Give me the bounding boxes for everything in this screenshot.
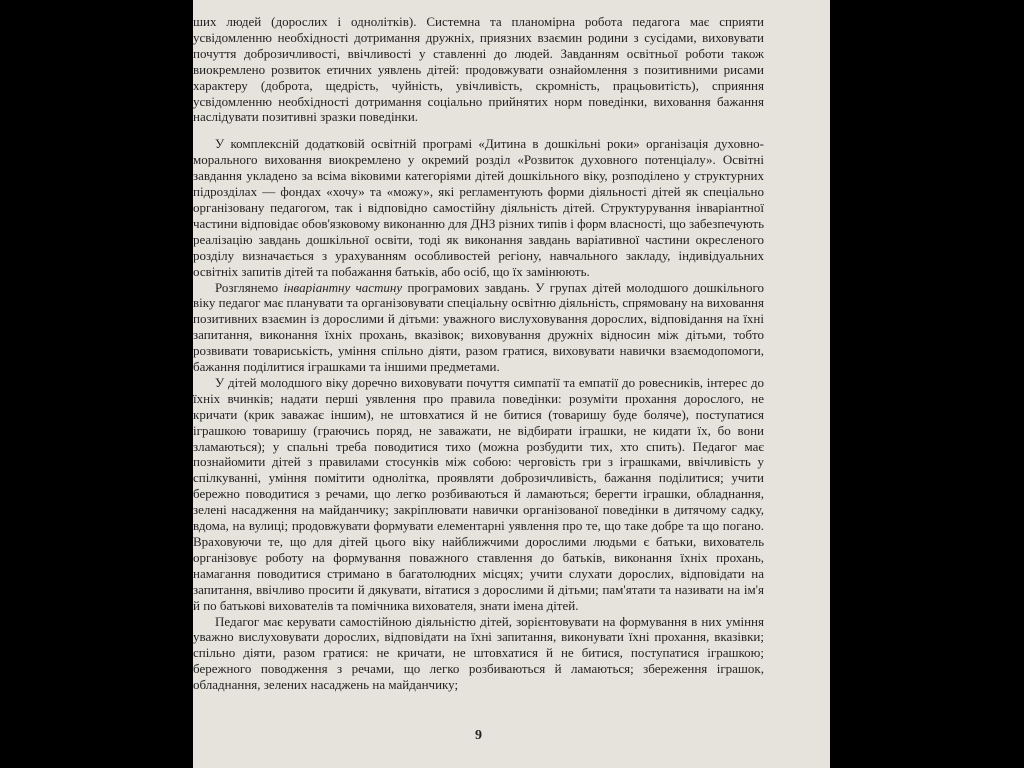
paragraph-5: Педагог має керувати самостійною діяльністю дітей, зорієнтовувати на формування в них уміння уважно вислуховувати дорослих, відповідати на їхні запитання, виконувати їхні прохання, вказівки; спільно діяти, разом гратися: не кричати, не штовхатися й не битися, поступатися іграшкою; бережного поводження з речами, що легко розбиваються й ламаються; збереження іграшок, обладнання, зелених насаджень на майданчику; bbox=[193, 613, 764, 693]
paragraph-3 bbox=[193, 280, 764, 375]
document-page bbox=[193, 0, 830, 768]
paragraph-2: У комплексній додатковій освітній програмі «Дитина в дошкільні роки» організація духовно-морального виховання виокремлено у окремий розділ «Розвиток духовного потенціалу». Освітні завдання укладено за всіма віковими категоріями дітей дошкільного віку, розподілено у структурних підрозділах — фондах «хочу» та «можу», які регламентують форми діяльності дітей як спеціально організовану педагогом, так і відповідно самостійну діяльність дітей. Структурування інваріантної частини відповідає обов'язковому виконанню для ДНЗ різних типів і форм власності, що забезпечують реалізацію завдань дошкільної освіти, тоді як виконання завдань варіативної частини окресленого розділу визначається з урахуванням особливостей регіону, навчального закладу, індивідуальних освітніх запитів дітей та побажання батьків, або осіб, що їх замінюють. bbox=[193, 136, 764, 279]
page-number: 9 bbox=[475, 728, 482, 743]
page-text bbox=[193, 14, 764, 693]
paragraph-gap bbox=[193, 125, 764, 136]
paragraph-4: У дітей молодшого віку доречно виховувати почуття симпатії та емпатії до ровесників, інтерес до їхніх вчинків; надати перші уявлення про правила поведінки: розуміти прохання дорослого, не кричати (крик заважає іншим), не штовхатися й не битися (товаришу буде боляче), поступатися іграшкою товаришу (граючись поряд, не заважати, не відбирати іграшки, не кидати їх, бо вони зламаються); у спальні треба поводитися тихо (можна розбудити тих, хто спить). Педагог має познайомити дітей з правилами стосунків між собою: черговість гри з іграшками, ввічливість у спілкуванні, уміння помітити однолітка, проявляти доброзичливість, бажання поділитися; учити бережно поводитися з речами, що легко розбиваються й ламаються; берегти іграшки, обладнання, зелені насадження на майданчику; закріплювати навички організованої поведінки в дитячому садку, вдома, на вулиці; продовжувати формувати елементарні уявлення про те, що таке добре та що погано. Враховуючи те, що для дітей цього віку найближчими дорослими людьми є батьки, вихователь організовує роботу на формування поважного ставлення до батьків, виконання їхніх прохань, намагання поводитися стримано в багатолюдних місцях; учити слухати дорослих, відповідати на запитання, ввічливо просити й дякувати, вітатися з дорослими й дітьми; пам'ятати та називати на ім'я й по батькові вихователів та помічника вихователя, знати імена дітей. bbox=[193, 374, 764, 613]
paragraph-3-lead: Розглянемо bbox=[215, 279, 284, 295]
paragraph-3-rest: програмових завдань. У групах дітей молодшого дошкільного віку педагог має планувати та організовувати спеціальну освітню діяльність, спрямовану на виховання позитивних взаємин із дорослими й дітьми: уважного вислуховування дорослих, відповідання на їхні запитання, виконання їхніх прохань, вказівок; виховування дружніх відносин між дітьми, тобто розвивати товариськість, уміння спільно діяти, разом гратися, виховувати навички взаємодопомоги, бажання поділитися іграшками та іншими предметами. bbox=[193, 279, 764, 375]
paragraph-3-italic-term: інваріантну частину bbox=[283, 279, 403, 295]
paragraph-1: ших людей (дорослих і однолітків). Системна та планомірна робота педагога має сприяти усвідомленню необхідності дотримання дружніх, приязних взаємин родини з сусідами, виховувати почуття доброзичливості, ввічливості у ставленні до людей. Завданням освітньої роботи також виокремлено розвиток етичних уявлень дітей: продовжувати ознайомлення з позитивними рисами характеру (доброта, щедрість, чуйність, увічливість, скромність, працьовитість), сприяння усвідомленню необхідності дотримання соціально прийнятих норм поведінки, виховання бажання наслідувати позитивні зразки поведінки. bbox=[193, 14, 764, 125]
